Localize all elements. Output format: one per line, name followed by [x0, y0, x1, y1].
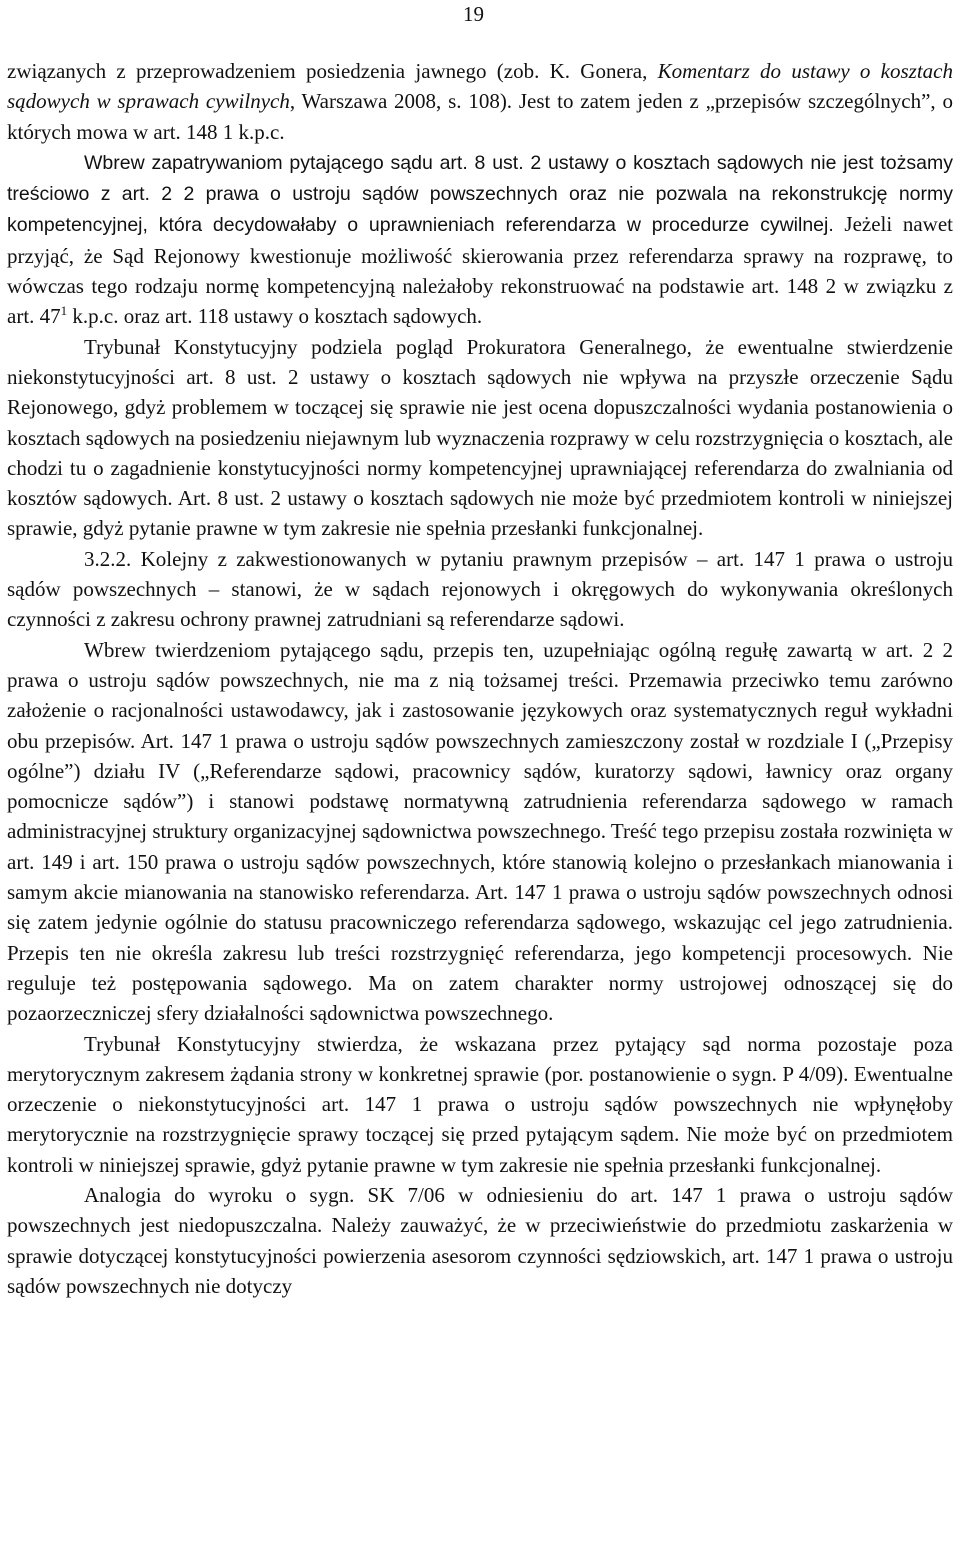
- body-paragraph: [7, 1180, 953, 1301]
- text-run: , Warszawa 2008, s. 108). Jest to zatem jeden z „przepisów szczególnych”, o których mowa w art. 148 1 k.p.c.: [7, 89, 953, 144]
- body-paragraph: [7, 544, 953, 635]
- text-run: Analogia do wyroku o sygn. SK 7/06 w odniesieniu do art. 147 1 prawa o ustroju sądów powszechnych jest niedopuszczalna. Należy zauważyć, że w przeciwieństwie do przedmiotu zaskarżenia w sprawie dotyczącej konstytucyjności powierzenia asesorom czynności sędziowskich, art. 147 1 prawa o ustroju sądów powszechnych nie dotyczy: [7, 1182, 953, 1298]
- page-number: 19: [463, 2, 484, 26]
- text-run: Wbrew zapatrywaniom pytającego sądu art. 8 ust. 2 ustawy o kosztach sądowych nie jest tożsamy treściowo z art. 2 2 prawa o ustroju sądów powszechnych oraz nie pozwala na rekonstrukcję normy kompetencyjnej, która decydowałaby o uprawnieniach referendarza w procedurze cywilnej.: [7, 151, 953, 237]
- text-run: 1: [60, 303, 68, 319]
- text-run: k.p.c. oraz art. 118 ustawy o kosztach sądowych.: [67, 304, 483, 329]
- text-run: Jeżeli nawet przyjąć, że Sąd Rejonowy kwestionuje możliwość skierowania przez referendarza sprawy na rozprawę, to wówczas tego rodzaju normę kompetencyjną należałoby rekonstruować na podstawie art. 148 2 w związku z art. 47: [7, 212, 954, 329]
- text-run: Trybunał Konstytucyjny podziela pogląd Prokuratora Generalnego, że ewentualne stwierdzenie niekonstytucyjności art. 8 ust. 2 ustawy o kosztach sądowych nie wpływa na przyszłe orzeczenie Sądu Rejonowego, gdyż problemem w toczącej się sprawie nie jest ocena dopuszczalności wydania postanowienia o kosztach sądowych na posiedzeniu niejawnym lub wyznaczenia rozprawy w celu rozstrzygnięcia o kosztach, ale chodzi tu o zagadnienie konstytucyjności normy kompetencyjnej uprawniającej referendarza do zwalniania od kosztów sądowych. Art. 8 ust. 2 ustawy o kosztach sądowych nie może być przedmiotem kontroli w niniejszej sprawie, gdyż pytanie prawne w tym zakresie nie spełnia przesłanki funkcjonalnej.: [7, 334, 953, 541]
- text-run: Trybunał Konstytucyjny stwierdza, że wskazana przez pytający sąd norma pozostaje poza merytorycznym zakresem żądania strony w konkretnej sprawie (por. postanowienie o sygn. P 4/09). Ewentualne orzeczenie o niekonstytucyjności art. 147 1 prawa o ustroju sądów powszechnych nie wpłynęłoby merytorycznie na rozstrzygnięcie sprawy toczącej się przed pytającym sądem. Nie może być on przedmiotem kontroli w niniejszej sprawie, gdyż pytanie prawne w tym zakresie nie spełnia przesłanki funkcjonalnej.: [7, 1031, 953, 1177]
- text-run: Komentarz do ustawy o kosztach sądowych w sprawach cywilnych: [7, 59, 954, 114]
- body-paragraph: [7, 332, 953, 544]
- body-paragraph: [7, 635, 953, 1029]
- text-run: związanych z przeprowadzeniem posiedzenia jawnego (zob. K. Gonera,: [7, 59, 658, 83]
- text-run: Wbrew twierdzeniom pytającego sądu, przepis ten, uzupełniając ogólną regułę zawartą w art. 2 2 prawa o ustroju sądów powszechnych, nie ma z nią tożsamej treści. Przemawia przeciwko temu zarówno założenie o racjonalności ustawodawcy, jak i zastosowanie językowych oraz systematycznych reguł wykładni obu przepisów. Art. 147 1 prawa o ustroju sądów powszechnych zamieszczony został w rozdziale I („Przepisy ogólne”) działu IV („Referendarze sądowi, pracownicy sądów, kuratorzy sądowi, ławnicy oraz organy pomocnicze sądów”) i stanowi podstawę normatywną zatrudnienia referendarza sądowego w ramach administracyjnej struktury organizacyjnej sądownictwa powszechnego. Treść tego przepisu została rozwinięta w art. 149 i art. 150 prawa o ustroju sądów powszechnych, które stanowią kolejno o przesłankach mianowania i samym akcie mianowania na stanowisko referendarza. Art. 147 1 prawa o ustroju sądów powszechnych odnosi się zatem jedynie ogólnie do statusu pracowniczego referendarza sądowego, wskazując cel jego zatrudnienia. Przepis ten nie określa zakresu lub treści rozstrzygnięć referendarza, jego kompetencji procesowych. Nie reguluje też postępowania sądowego. Ma on zatem charakter normy ustrojowej odnoszącej się do pozaorzeczniczej sfery działalności sądownictwa powszechnego.: [7, 637, 953, 1026]
- body-paragraph: [7, 147, 953, 332]
- text-run: 3.2.2. Kolejny z zakwestionowanych w pytaniu prawnym przepisów – art. 147 1 prawa o ustroju sądów powszechnych – stanowi, że w sądach rejonowych i okręgowych do wykonywania określonych czynności z zakresu ochrony prawnej zatrudniani są referendarze sądowi.: [7, 546, 953, 632]
- body-paragraph: [7, 56, 953, 147]
- body-paragraph: [7, 1029, 953, 1180]
- document-body: [7, 56, 953, 1301]
